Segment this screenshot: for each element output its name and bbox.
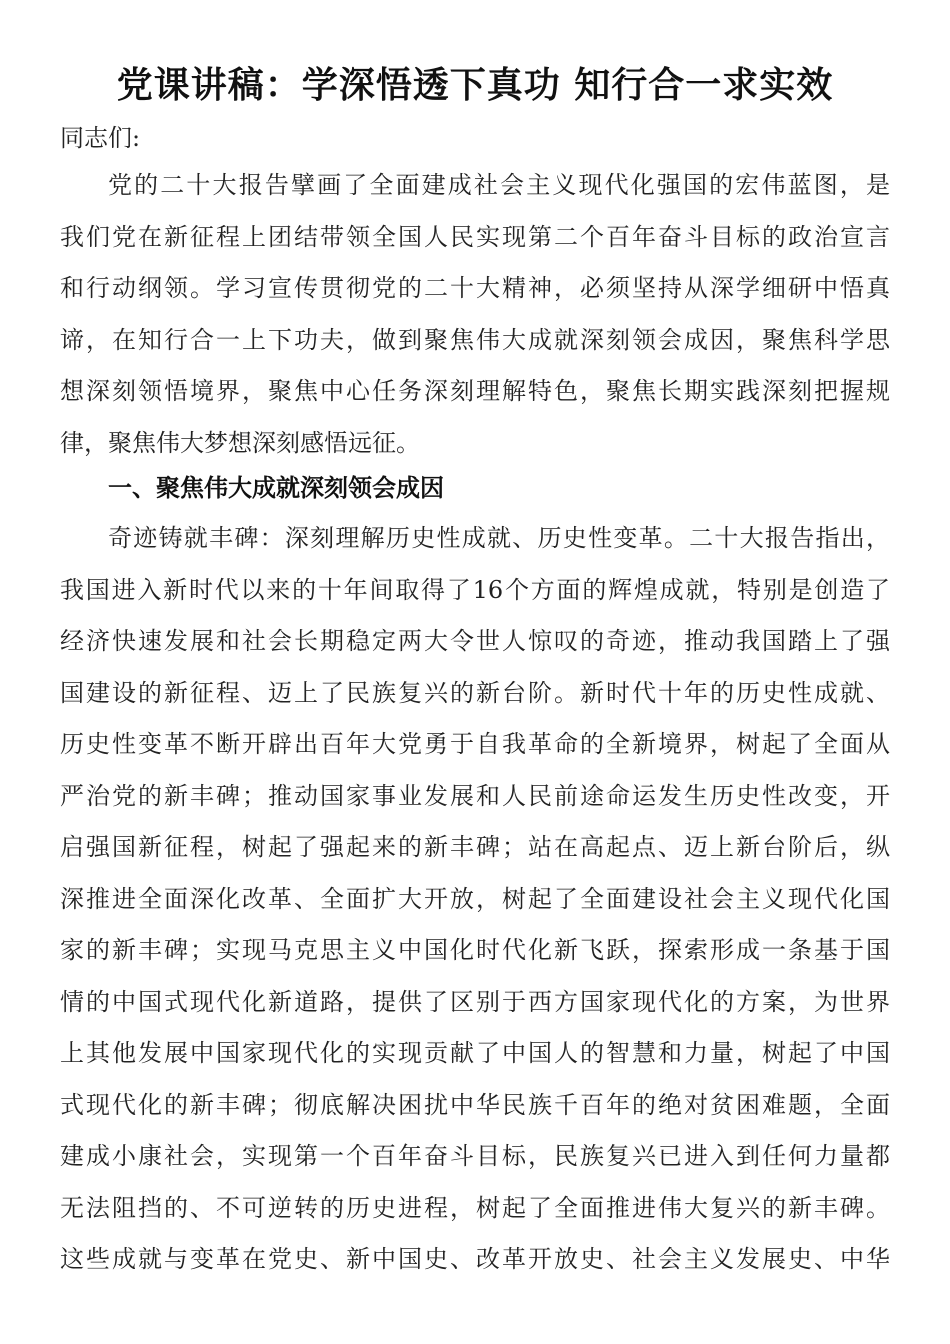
paragraph-line: 想深刻领悟境界，聚焦中心任务深刻理解特色，聚焦长期实践深刻把握规 <box>60 377 890 405</box>
paragraph-line: 奇迹铸就丰碑：深刻理解历史性成就、历史性变革。二十大报告指出， <box>108 524 890 552</box>
paragraph-line: 无法阻挡的、不可逆转的历史进程，树起了全面推进伟大复兴的新丰碑。 <box>60 1193 890 1222</box>
paragraph-line: 上其他发展中国家现代化的实现贡献了中国人的智慧和力量，树起了中国 <box>60 1039 890 1067</box>
section1-paragraph <box>60 513 890 1286</box>
section-heading: 一、聚焦伟大成就深刻领会成因 <box>108 474 444 502</box>
document-title: 党课讲稿：学深悟透下真功 知行合一求实效 <box>116 64 834 106</box>
paragraph-line: 国建设的新征程、迈上了民族复兴的新台阶。新时代十年的历史性成就、 <box>60 678 890 707</box>
intro-paragraph <box>60 160 890 469</box>
paragraph-line: 深推进全面深化改革、全面扩大开放，树起了全面建设社会主义现代化国 <box>60 884 890 913</box>
paragraph-line: 这些成就与变革在党史、新中国史、改革开放史、社会主义发展史、中华 <box>60 1245 890 1273</box>
paragraph-line: 我们党在新征程上团结带领全国人民实现第二个百年奋斗目标的政治宣言 <box>60 222 890 251</box>
paragraph-line: 律，聚焦伟大梦想深刻感悟远征。 <box>60 428 420 457</box>
paragraph-line: 和行动纲领。学习宣传贯彻党的二十大精神，必须坚持从深学细研中悟真 <box>60 274 890 302</box>
paragraph-line: 党的二十大报告擘画了全面建成社会主义现代化强国的宏伟蓝图，是 <box>108 171 890 199</box>
paragraph-line: 情的中国式现代化新道路，提供了区别于西方国家现代化的方案，为世界 <box>60 987 890 1016</box>
salutation: 同志们: <box>60 124 141 152</box>
paragraph-line: 经济快速发展和社会长期稳定两大令世人惊叹的奇迹，推动我国踏上了强 <box>60 627 890 655</box>
paragraph-line: 建成小康社会，实现第一个百年奋斗目标，民族复兴已进入到任何力量都 <box>60 1142 890 1170</box>
paragraph-line: 启强国新征程，树起了强起来的新丰碑；站在高起点、迈上新台阶后，纵 <box>60 833 890 861</box>
paragraph-line: 我国进入新时代以来的十年间取得了16个方面的辉煌成就，特别是创造了 <box>60 575 890 604</box>
paragraph-line: 家的新丰碑；实现马克思主义中国化时代化新飞跃，探索形成一条基于国 <box>60 936 890 964</box>
paragraph-line: 式现代化的新丰碑；彻底解决困扰中华民族千百年的绝对贫困难题，全面 <box>60 1090 890 1119</box>
paragraph-line: 谛，在知行合一上下功夫，做到聚焦伟大成就深刻领会成因，聚焦科学思 <box>60 325 890 354</box>
paragraph-line: 历史性变革不断开辟出百年大党勇于自我革命的全新境界，树起了全面从 <box>60 730 890 758</box>
paragraph-line: 严治党的新丰碑；推动国家事业发展和人民前途命运发生历史性改变，开 <box>60 781 890 810</box>
